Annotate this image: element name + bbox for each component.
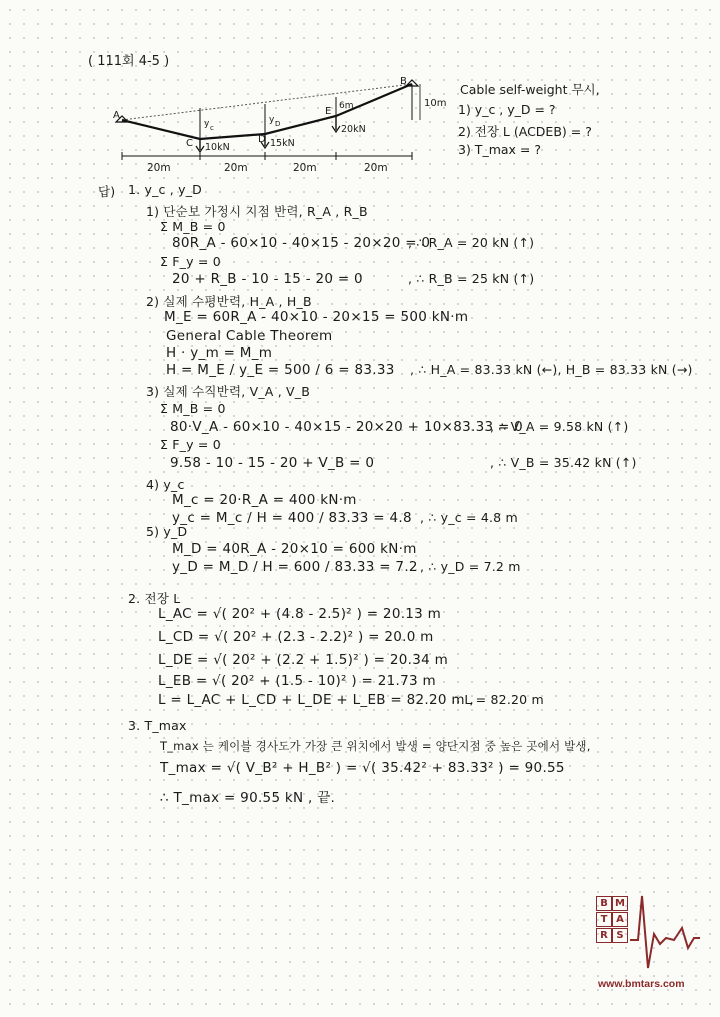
svg-text:D: D (275, 120, 281, 128)
eq-12: 9.58 - 10 - 15 - 20 + V_B = 0 (170, 455, 375, 471)
span-4: 20m (364, 162, 388, 174)
eq-13: M_c = 20·R_A = 400 kN·m (172, 492, 357, 508)
eq-14-result: , ∴ y_c = 4.8 m (420, 510, 518, 525)
span-1: 20m (147, 162, 171, 174)
height-6m: 6m (339, 101, 354, 111)
question-item-2: 2) 전장 L (ACDEB) = ? (458, 124, 592, 139)
question-item-3: 3) T_max = ? (458, 142, 541, 157)
height-yd: y (269, 115, 275, 125)
label-c: C (186, 138, 193, 149)
eq-16-result: , ∴ y_D = 7.2 m (420, 559, 521, 574)
logo-letter-a: A (612, 912, 628, 927)
eq-1: Σ M_B = 0 (160, 219, 226, 234)
logo-letter-m: M (612, 896, 628, 911)
logo-letter-s: S (612, 928, 628, 943)
eq-5: M_E = 60R_A - 40×10 - 20×15 = 500 kN·m (164, 309, 469, 325)
problem-header: ( 111회 4-5 ) (88, 54, 170, 69)
section-1-title: 1. y_c , y_D (128, 182, 203, 197)
cable-diagram (0, 0, 720, 180)
step-1-3: 3) 실제 수직반력, V_A , V_B (146, 384, 311, 399)
eq-8: H = M_E / y_E = 500 / 6 = 83.33 (166, 362, 395, 378)
eq-4-result: , ∴ R_B = 25 kN (↑) (408, 271, 535, 286)
eq-11: Σ F_y = 0 (160, 437, 221, 452)
logo-letter-b: B (596, 896, 612, 911)
label-d: D (258, 134, 266, 145)
bmtars-logo (590, 888, 702, 988)
label-b: B (400, 76, 407, 87)
load-15: 15kN (270, 138, 295, 149)
cable-line (122, 84, 412, 139)
eq-14: y_c = M_c / H = 400 / 83.33 = 4.8 (172, 510, 412, 526)
eq-12-result: , ∴ V_B = 35.42 kN (↑) (490, 455, 637, 470)
eq-7: H · y_m = M_m (166, 345, 273, 361)
eq-10: 80·V_A - 60×10 - 40×15 - 20×20 + 10×83.33 = 0 (170, 419, 524, 435)
step-1-1: 1) 단순보 가정시 지점 반력, R_A , R_B (146, 204, 368, 219)
height-yc: y (204, 119, 210, 129)
eq-2-result: , ∴ R_A = 20 kN (↑) (408, 235, 535, 250)
question-item-1: 1) y_c , y_D = ? (458, 102, 556, 117)
eq-3: Σ F_y = 0 (160, 254, 221, 269)
label-a: A (113, 110, 120, 121)
eq-8-result: , ∴ H_A = 83.33 kN (←), H_B = 83.33 kN (→) (410, 362, 693, 377)
height-10m: 10m (424, 98, 447, 109)
section-3-title: 3. T_max (128, 718, 187, 733)
logo-letter-t: T (596, 912, 612, 927)
load-10: 10kN (205, 142, 230, 153)
tmax-result: ∴ T_max = 90.55 kN , 끝. (160, 790, 336, 806)
eq-15: M_D = 40R_A - 20×10 = 600 kN·m (172, 541, 417, 557)
eq-2: 80R_A - 60×10 - 40×15 - 20×20 = 0 (172, 235, 431, 251)
length-total: L = L_AC + L_CD + L_DE + L_EB = 82.20 m , (158, 692, 475, 708)
eq-10-result: , ∴ V_A = 9.58 kN (↑) (490, 419, 629, 434)
answer-label: 답) (98, 184, 116, 199)
question-title: Cable self-weight 무시, (460, 82, 600, 97)
length-de: L_DE = √( 20² + (2.2 + 1.5)² ) = 20.34 m (158, 652, 449, 668)
eq-6: General Cable Theorem (166, 328, 333, 344)
step-1-2: 2) 실제 수평반력, H_A , H_B (146, 294, 312, 309)
logo-url: www.bmtars.com (598, 978, 685, 990)
tmax-note: T_max 는 케이블 경사도가 가장 큰 위치에서 발생 = 양단지점 중 높은 곳에서 발생, (160, 739, 591, 753)
section-2-title: 2. 전장 L (128, 591, 181, 606)
span-3: 20m (293, 162, 317, 174)
eq-4: 20 + R_B - 10 - 15 - 20 = 0 (172, 271, 363, 287)
svg-text:c: c (210, 124, 214, 132)
tmax-eq: T_max = √( V_B² + H_B² ) = √( 35.42² + 83.33² ) = 90.55 (160, 760, 565, 776)
length-ac: L_AC = √( 20² + (4.8 - 2.5)² ) = 20.13 m (158, 606, 442, 622)
heartbeat-icon (630, 888, 700, 974)
length-total-result: ∴ L = 82.20 m (452, 692, 544, 707)
length-cd: L_CD = √( 20² + (2.3 - 2.2)² ) = 20.0 m (158, 629, 434, 645)
eq-9: Σ M_B = 0 (160, 401, 226, 416)
eq-16: y_D = M_D / H = 600 / 83.33 = 7.2 (172, 559, 418, 575)
logo-letter-r: R (596, 928, 612, 943)
length-eb: L_EB = √( 20² + (1.5 - 10)² ) = 21.73 m (158, 673, 436, 689)
load-20: 20kN (341, 124, 366, 135)
span-2: 20m (224, 162, 248, 174)
step-1-4: 4) y_c (146, 477, 185, 492)
label-e: E (325, 106, 332, 117)
step-1-5: 5) y_D (146, 524, 188, 539)
